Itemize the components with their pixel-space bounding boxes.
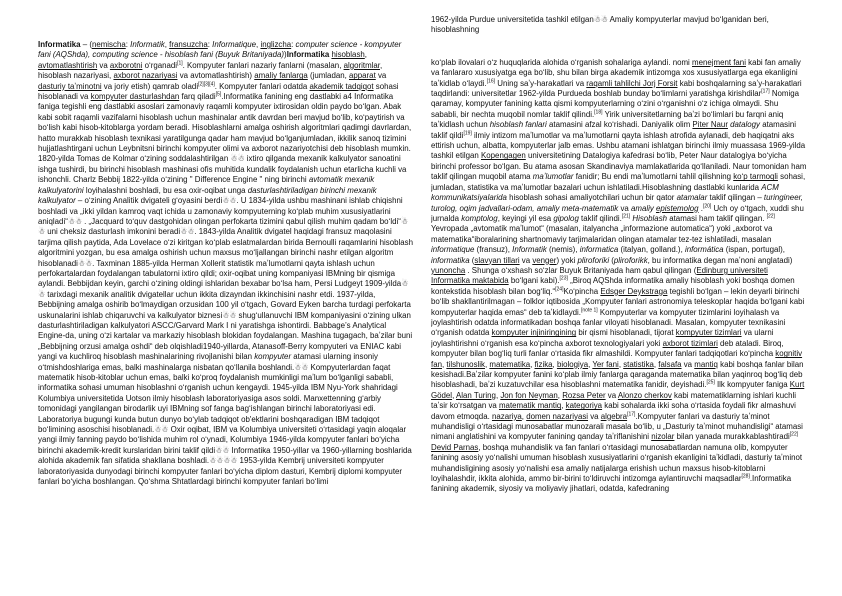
paragraph-gap — [431, 36, 807, 58]
right-top-paragraph: 1962-yilda Purdue universitetida tashkil etilgan☃☃ Amaliy kompyuterlar mavjud boʻlganidan beri, hisoblashning — [431, 15, 769, 35]
right-main-paragraph: koʻplab ilovalari oʻz huquqlarida alohida oʻrganish sohalariga aylandi. nomi menejment fani kabi fan amaliy va fanlararo xususiyatga ega boʻlib, shu bilan birga akademik intizomga xos xususiyatlarga ega ekanligini taʼkidlab oʻlaydi.[16] Uning saʼy-harakatlari va raqamli tahlilchi Jorj Forsit kabi boshqalarning saʼy-harakatlari taqdirlandi: universitetlar 1962-yilda Purdueda boshlab bunday boʻlimlarni yaratishga kirishdilar[17] Nomiga qaramay, kompyuter fanining katta qismi kompyuterlarning oʻzini oʻrganishni oʻz ichiga olmaydi. Shu sababli, bir nechta muqobil nomlar taklif qilindi.[18] Yirik universitetlarning baʼzi boʻlimlari bu farqni aniq taʼkidlash uchun hisoblash fanlari atamasini afzal koʻrishadi. Daniyalik olim Piter Naur datalogy atamasini taklif qildi[19] ilmiy intizom maʼlumotlar va maʼlumotlarni qayta ishlash atrofida aylanadi, deb haqiqatni aks ettirish uchun, albatta, kompyuterlar jalb emas. Ushbu atamani ishlatgan birinchi ilmiy muassasa 1969-yilda tashkil etilgan Kopengagen universitetining Datalogiya kafedrasi boʻlib, Peter Naur datalogiya boʻyicha birinchi professor boʻlgan. Bu atama asosan Skandinaviya mamlakatlarida qoʻllaniladi. Naur tomonidan ham taklif qilingan muqobil atama maʼlumotlar fanidir; Bu endi maʼlumotlarni tahlil qilishning koʻp tarmoqli sohasi, jumladan, statistika va maʼlumotlar bazalari uchun ishlatiladi.Hisoblashning dastlabki kunlarida ACM kommunikatsiyalarida hisoblash sohasi amaliyotchilari uchun bir qator atamalar taklif qilingan – turingineer, turolog, oqim jadvallari-odam, amaliy meta-matematik va amaliy epistemolog .[20] Uch oy oʻtgach, xuddi shu jurnalda komptolog, keyingi yil esa gipolog taklif qilindi.[21] Hisoblash atamasi ham taklif qilingan. [22] Yevropada „avtomatik maʼlumot“ (masalan, italyancha „informazione automatica“) yoki „axborot va matematika“iboralarining shartnomaviy tarjimalaridan olingan atamalar tez-tez ishlatiladi, masalan informatique (fransuz), Informatik (nemis), informatica (italyan, golland.), informática (ispan, portugal), informatika (slavyan tillari va venger) yoki pliroforiki (pliroforikk, bu informatika degan maʼnoni anglatadi) yunoncha . Shunga oʻxshash soʻzlar Buyuk Britaniyada ham qabul qilingan (Edinburg universiteti Informatika maktabida boʻlgani kabi).[23] „Biroq AQShda informatika amaliy hisoblash yoki boshqa domen kontekstida hisoblash bilan bogʻliq.“[24]Koʻpincha Edsger Deykstraga tegishli boʻlgan – lekin deyarli birinchi boʻlib shakllantirilmagan – folklor iqtibosida „Kompyuter fanlari astronomiya teleskoplar haqida boʻlgani kabi kompyuterlar haqida emas“ deb taʼkidlaydi.[note 1] Kompyuterlar va kompyuter tizimlarini loyihalash va joylashtirish odatda informatikadan boshqa fanlar viloyati hisoblanadi. Masalan, kompyuter texnikasini oʻrganish odatda kompyuter injiniringining bir qismi hisoblanadi, tijorat kompyuter tizimlari va ularni joylashtirishni oʻrganish esa koʻpincha axborot texnologiyalari yoki axborot tizimlari deb ataladi. Biroq, kompyuter bilan bogʻliq turli fanlar oʻrtasida fikr almashildi. Kompyuter fanlari tadqiqotlari koʻpincha kognitiv fan, tilshunoslik, matematika, fizika, biologiya, Yer fani, statistika, falsafa va mantiq kabi boshqa fanlar bilan kesishadi.Baʼzilar kompyuter fanini koʻplab ilmiy fanlarga qaraganda matematika bilan yaqinroq bogʻliq deb hisoblashadi, baʼzi kuzatuvchilar esa hisoblashni matematika fanidir, deyishadi.[25] Ilk kompyuter faniga Kurt Gödel, Alan Turing, Jon fon Neyman, Rozsa Peter va Alonzo cherkov kabi matematiklarning ishlari kuchli taʼsir koʻrsatgan va matematik mantiq, kategoriya kabi sohalarda ikki soha oʻrtasida foydali fikr almashuvi davom etmoqda. nazariya, domen nazariyasi va algebra[17].Kompyuter fanlari va dasturiy taʼminot muhandisligi oʻrtasidagi munosabatlar munozarali masala boʻlib, u „Dasturiy taʼminot muhandisligi“ atamasi nimani anglatishini va kompyuter fanining qanday taʼriflanishini nizolar bilan yanada murakkablashtiradi[22] Devid Parnas, boshqa muhandislik va fan fanlari oʻrtasidagi munosabatlardan namuna olib, kompyuter fanining asosiy yoʻnalishi umuman hisoblash xususiyatlarini oʻrganish ekanligini taʼkidladi, dasturiy taʼminot muhandisligining asosiy yoʻnalishi esa amaliy natijalarga erishish uchun maxsus hisob-kitoblarni loyihalashdir, ikkita alohida, ammo bir-birini toʻldiruvchi intizomga aylantiruvchi maqsadlar[28].Informatika fanining akademik, siyosiy va moliyaviy jihatlari, odatda, kafedraning — [431, 57, 807, 494]
left-column — [38, 40, 414, 596]
right-column — [431, 15, 807, 596]
left-paragraph: Informatika – (nemischa: Informatik, fransuzcha: Informatique, inglizcha: computer science - kompyuter fani (AQShda), computing science - hisoblash fani (Buyuk Britaniyada))Informatika hisoblash, avtomatlashtirish va axborotni oʻrganadi[1]. Kompyuter fanlari nazariy fanlarni (masalan, algoritmlar, hisoblash nazariyasi, axborot nazariyasi va avtomatlashtirish) amaliy fanlarga (jumladan, apparat va dasturiy taʼminotni va joriy etish) qamrab oladi[2][3][4]. Kompyuter fanlari odatda akademik tadqiqot sohasi hisoblanadi va kompyuter dasturlashdan farq qiladi[5].Informatika fanining eng dastlabki a4 Informatika faniga tegishli eng dastlabki asoslari zamonaviy raqamli kompyuter ixtirosidan oldin paydo boʻlgan. Abak kabi sobit raqamli vazifalarni hisoblash uchun mashinalar antik davrdan beri mavjud boʻlib, koʻpaytirish va boʻlish kabi hisob-kitoblarga yordam beradi. Hisoblashlarni amalga oshirish algoritmlari qadimgi davrlardan, hatto murakkab hisoblash texnikasi yaratilgunga qadar ham mavjud boʻlganjumladan, ikkilik sanoq tizimini hujjatlashtirgani uchun Leybnitsni birinchi kompyuter olimi va axborot nazariyotchisi deb hisoblash mumkin. 1820-yilda Tomas de Kolmar oʻzining soddalashtirilgan ☃☃ ixtiro qilganda mexanik kalkulyator sanoatini ishga tushirdi, bu birinchi hisoblash mashinasi ofis muhitida kundalik foydalanish uchun etarlicha kuchli va ishonchli. Charlz Bebbij 1822-yilda oʻzining " Difference Engine " ning birinchi avtomatik mexanik kalkulyatorini loyihalashni boshladi, bu esa oxir-oqibat unga dasturlashtiriladigan birinchi mexanik kalkulyator – oʻzining Analitik dvigateli gʻoyasini berdi☃☃. U 1834-yilda ushbu mashinani ishlab chiqishni boshladi va „ikki yildan kamroq vaqt ichida u zamonaviy kompyuterning koʻplab muhim xususiyatlarini aniqladi“☃☃ . „Jacquard toʻquv dastgohidan olingan perfokarta tizimini qabul qilish muhim qadam boʻldi“☃☃ uni cheksiz dasturlash imkonini beradi☃☃. 1843-yilda Analitik dvigatel haqidagi fransuz maqolasini tarjima qilish paytida, Ada Lovelace oʻzi kiritgan koʻplab eslatmalardan birida Bernoulli raqamlarini hisoblash algoritmini yozgan, bu esa amalga oshirish uchun maxsus moʻljallangan birinchi nashr etilgan algoritm hisoblanadi☃☃. Taxminan 1885-yilda Herman Xollerit statistik maʼlumotlarni qayta ishlash uchun perfokartalardan foydalangan tabulatorni ixtiro qildi; oxir-oqibat uning kompaniyasi IBMning bir qismiga aylandi. Bebbijdan keyin, garchi oʻzining oldingi ishlaridan bexabar boʻlsa ham, Persi Ludgeyt 1909-yilda☃☃ tarixdagi mexanik analitik dvigatellar uchun ikkita dizayndan ikkinchisini nashr etdi. 1937-yilda, Bebbijning amalga oshirib boʻlmaydigan orzusidan 100 yil oʻtgach, Govard Eyken barcha turdagi perfokarta uskunalarini ishlab chiqaruvchi va kalkulyator biznesi☃☃ shugʻullanuvchi IBM kompaniyasini oʻzining ulkan dasturlashtiriladigan kalkulyatori ASCC/Garvard Mark I ni yaratishga ishontirdi. Babbage’s Analytical Engine-da, uning oʻzi kartalar va markaziy hisoblash blokidan foydalangan. Mashina tugagach, baʼzilar buni „Bebbijning orzusi amalga oshdi“ deb olqishladi1940-yillarda, Atanasoff-Berry kompyuteri va ENIAC kabi yangi va kuchliroq hisoblash mashinalarining rivojlanishi bilan kompyuter atamasi ularning insoniy oʻtmishdoshlariga emas, balki mashinalarga nisbatan qoʻllanila boshlandi.☃☃ Kompyuterlardan faqat matematik hisob-kitoblar uchun emas, balki koʻproq foydalanish mumkinligi maʼlum boʻlganligi sababli, informatika sohasi umuman hisoblashni oʻrganish uchun kengaydi. 1945-yilda IBM Nyu-York shahridagi Kolumbiya universitetida Uotson ilmiy hisoblash laboratoriyasiga asos soldi. Manxettenning gʻarbiy tomonidagi yangilangan birodarlik uyi IBMning sof fanga bagʻishlangan birinchi laboratoriyasi edi. Laboratoriya bugungi kunda butun dunyo boʻylab tadqiqot ob'ektlarini boshqaradigan IBM tadqiqot boʻlimining asoschisi hisoblanadi.☃☃ Oxir oqibat, IBM va Kolumbiya universiteti oʻrtasidagi yaqin aloqalar yangi ilmiy fanning paydo boʻlishida muhim rol oʻynadi, Kolumbiya 1946-yilda kompyuter fanlari boʻyicha birinchi akademik-kredit kurslaridan birini taklif qildi☃☃ Informatika 1950-yillar va 1960-yillarning boshlarida alohida akademik fan sifatida shakllana boshladi.☃☃☃☃ 1953-yilda Kembrij universiteti kompyuter laboratoriyasida dunyodagi birinchi kompyuter fanlari boʻyicha diplom dasturi, Kembrij diplomi kompyuter fanlari boʻyicha boshlangan. Qoʻshma Shtatlardagi birinchi kompyuter fanlari boʻlimi — [38, 40, 414, 487]
